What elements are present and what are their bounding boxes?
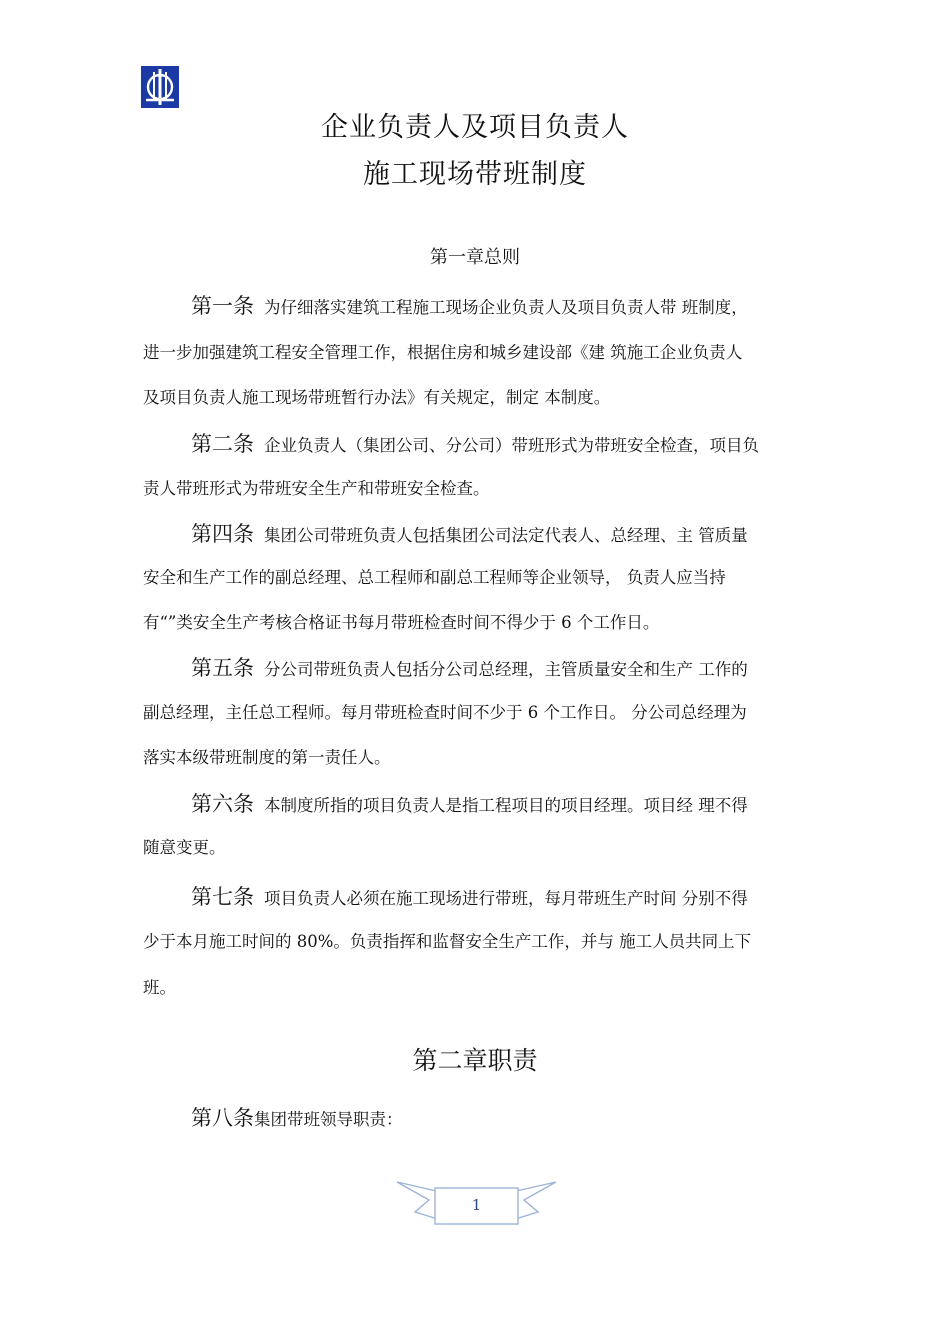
article-7-text-line-2: 少于本月施工时间的 80%。负责指挥和监督安全生产工作，并与 施工人员共同上下: [143, 932, 752, 951]
article-7-text-line-3: 班。: [143, 978, 176, 997]
article-6-text-line-2: 随意变更。: [143, 838, 226, 857]
article-4-first-line: [191, 524, 748, 545]
article-1-text-line-3: 及项目负责人施工现场带班暂行办法》有关规定，制定 本制度。: [143, 388, 611, 407]
company-logo-icon: [141, 66, 179, 108]
article-7-first-line: [191, 887, 748, 908]
article-5-first-line: [191, 658, 748, 679]
article-5-text-line-3: 落实本级带班制度的第一责任人。: [143, 748, 391, 767]
article-6-label: 第六条: [191, 792, 254, 816]
document-title-line-2: 施工现场带班制度: [363, 159, 587, 190]
article-2-first-line: [191, 434, 759, 455]
article-8-line: [191, 1108, 403, 1129]
article-1-first-line: [191, 296, 748, 317]
article-2-label: 第二条: [191, 432, 254, 456]
page-number: 1: [471, 1196, 482, 1214]
article-5-label: 第五条: [191, 656, 254, 680]
article-2-text-line-1: 企业负责人（集团公司、分公司）带班形式为带班安全检查，项目负: [264, 436, 759, 455]
chapter-2-heading: 第二章职责: [412, 1046, 538, 1075]
chapter-1-heading: 第一章总则: [430, 247, 520, 268]
article-4-text-line-3: 有“”类安全生产考核合格证书每月带班检查时间不得少于 6 个工作日。: [143, 613, 660, 632]
article-5-text-line-2: 副总经理，主任总工程师。每月带班检查时间不少于 6 个工作日。 分公司总经理为: [143, 703, 747, 722]
article-5-text-line-1: 分公司带班负责人包括分公司总经理，主管质量安全和生产 工作的: [264, 660, 748, 679]
article-1-label: 第一条: [191, 294, 254, 318]
document-title-line-1: 企业负责人及项目负责人: [321, 112, 629, 143]
article-7-text-line-1: 项目负责人必须在施工现场进行带班，每月带班生产时间 分别不得: [264, 889, 748, 908]
article-1-text-line-1: 为仔细落实建筑工程施工现场企业负责人及项目负责人带 班制度，: [264, 298, 748, 317]
article-2-text-line-2: 责人带班形式为带班安全生产和带班安全检查。: [143, 479, 490, 498]
article-8-label: 第八条: [191, 1106, 254, 1130]
article-4-label: 第四条: [191, 522, 254, 546]
article-1-text-line-2: 进一步加强建筑工程安全管理工作，根据住房和城乡建设部《建 筑施工企业负责人: [143, 343, 743, 362]
article-4-text-line-2: 安全和生产工作的副总经理、总工程师和副总工程师等企业领导， 负责人应当持: [143, 568, 726, 587]
article-6-first-line: [191, 794, 748, 815]
article-6-text-line-1: 本制度所指的项目负责人是指工程项目的项目经理。项目经 理不得: [264, 796, 748, 815]
article-8-text: 集团带班领导职责：: [254, 1110, 403, 1129]
article-4-text-line-1: 集团公司带班负责人包括集团公司法定代表人、总经理、主 管质量: [264, 526, 748, 545]
article-7-label: 第七条: [191, 885, 254, 909]
